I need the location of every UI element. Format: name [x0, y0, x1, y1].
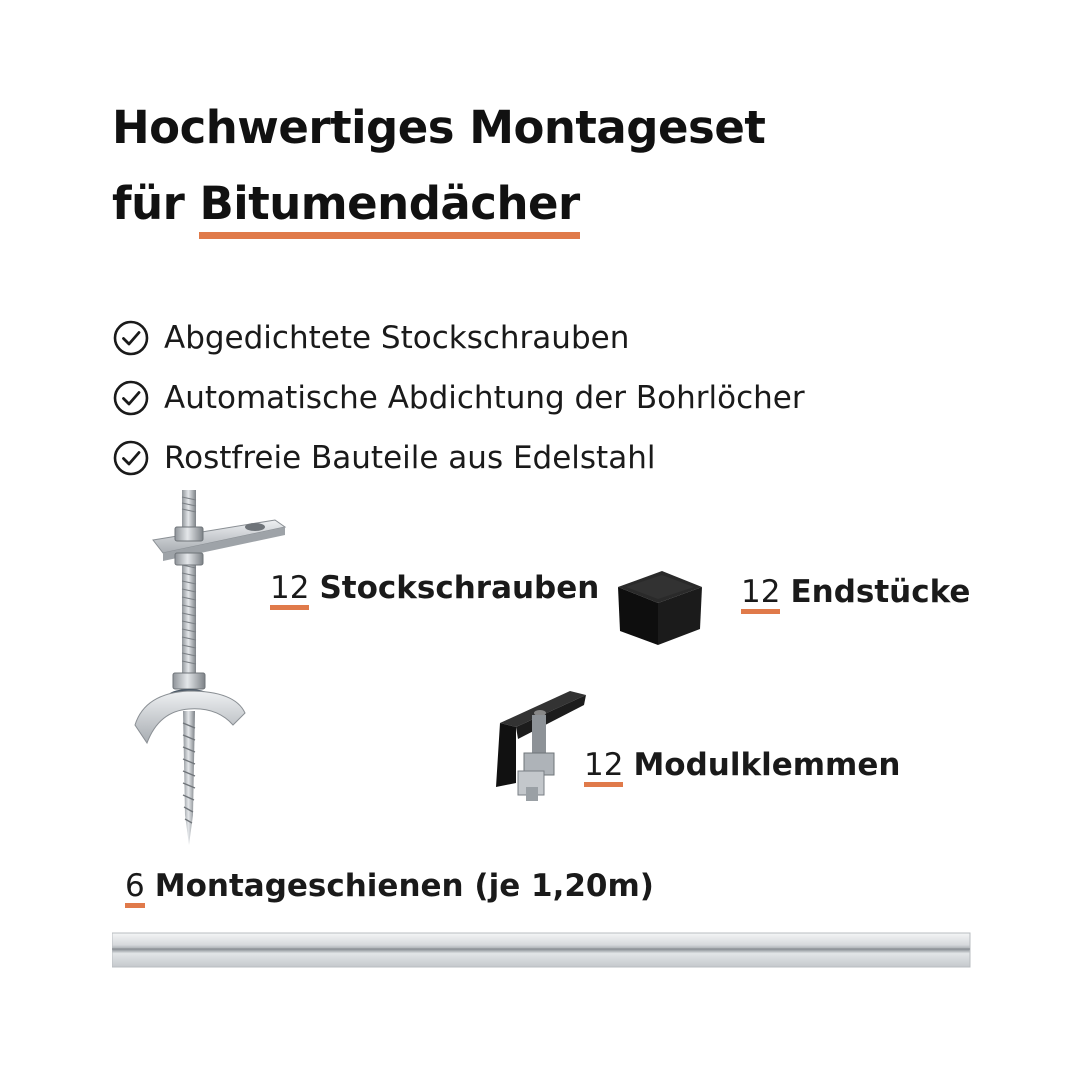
- item-label-stockschrauben: [270, 568, 599, 610]
- feature-list: [112, 308, 805, 488]
- item-name: Stockschrauben: [319, 570, 600, 606]
- feature-item: [112, 428, 805, 488]
- title-accent-word: Bitumendächer: [199, 178, 579, 239]
- check-circle-icon: [112, 379, 150, 417]
- feature-text: Automatische Abdichtung der Bohrlöcher: [164, 380, 805, 416]
- item-label-modulklemmen: [584, 745, 900, 787]
- page-title: [112, 100, 1012, 239]
- item-name: Endstücke: [790, 574, 971, 610]
- mounting-rail-image: [112, 930, 972, 970]
- title-line-2: [112, 176, 1012, 239]
- end-cap-image: [612, 565, 707, 650]
- item-count: 6: [125, 869, 145, 908]
- hanger-bolt-image: [125, 485, 295, 855]
- item-name: Modulklemmen: [633, 747, 901, 783]
- feature-text: Abgedichtete Stockschrauben: [164, 320, 630, 356]
- item-count: 12: [741, 575, 780, 614]
- title-prefix: für: [112, 177, 200, 230]
- check-circle-icon: [112, 439, 150, 477]
- item-label-endstuecke: [741, 572, 970, 614]
- item-count: 12: [584, 748, 623, 787]
- feature-text: Rostfreie Bauteile aus Edelstahl: [164, 440, 656, 476]
- title-line-1: Hochwertiges Montageset: [112, 101, 766, 154]
- item-name: Montageschienen (je 1,20m): [154, 868, 654, 904]
- feature-item: [112, 368, 805, 428]
- item-label-montageschienen: [125, 866, 654, 908]
- item-count: 12: [270, 571, 309, 610]
- module-clamp-image: [490, 683, 590, 805]
- check-circle-icon: [112, 319, 150, 357]
- feature-item: [112, 308, 805, 368]
